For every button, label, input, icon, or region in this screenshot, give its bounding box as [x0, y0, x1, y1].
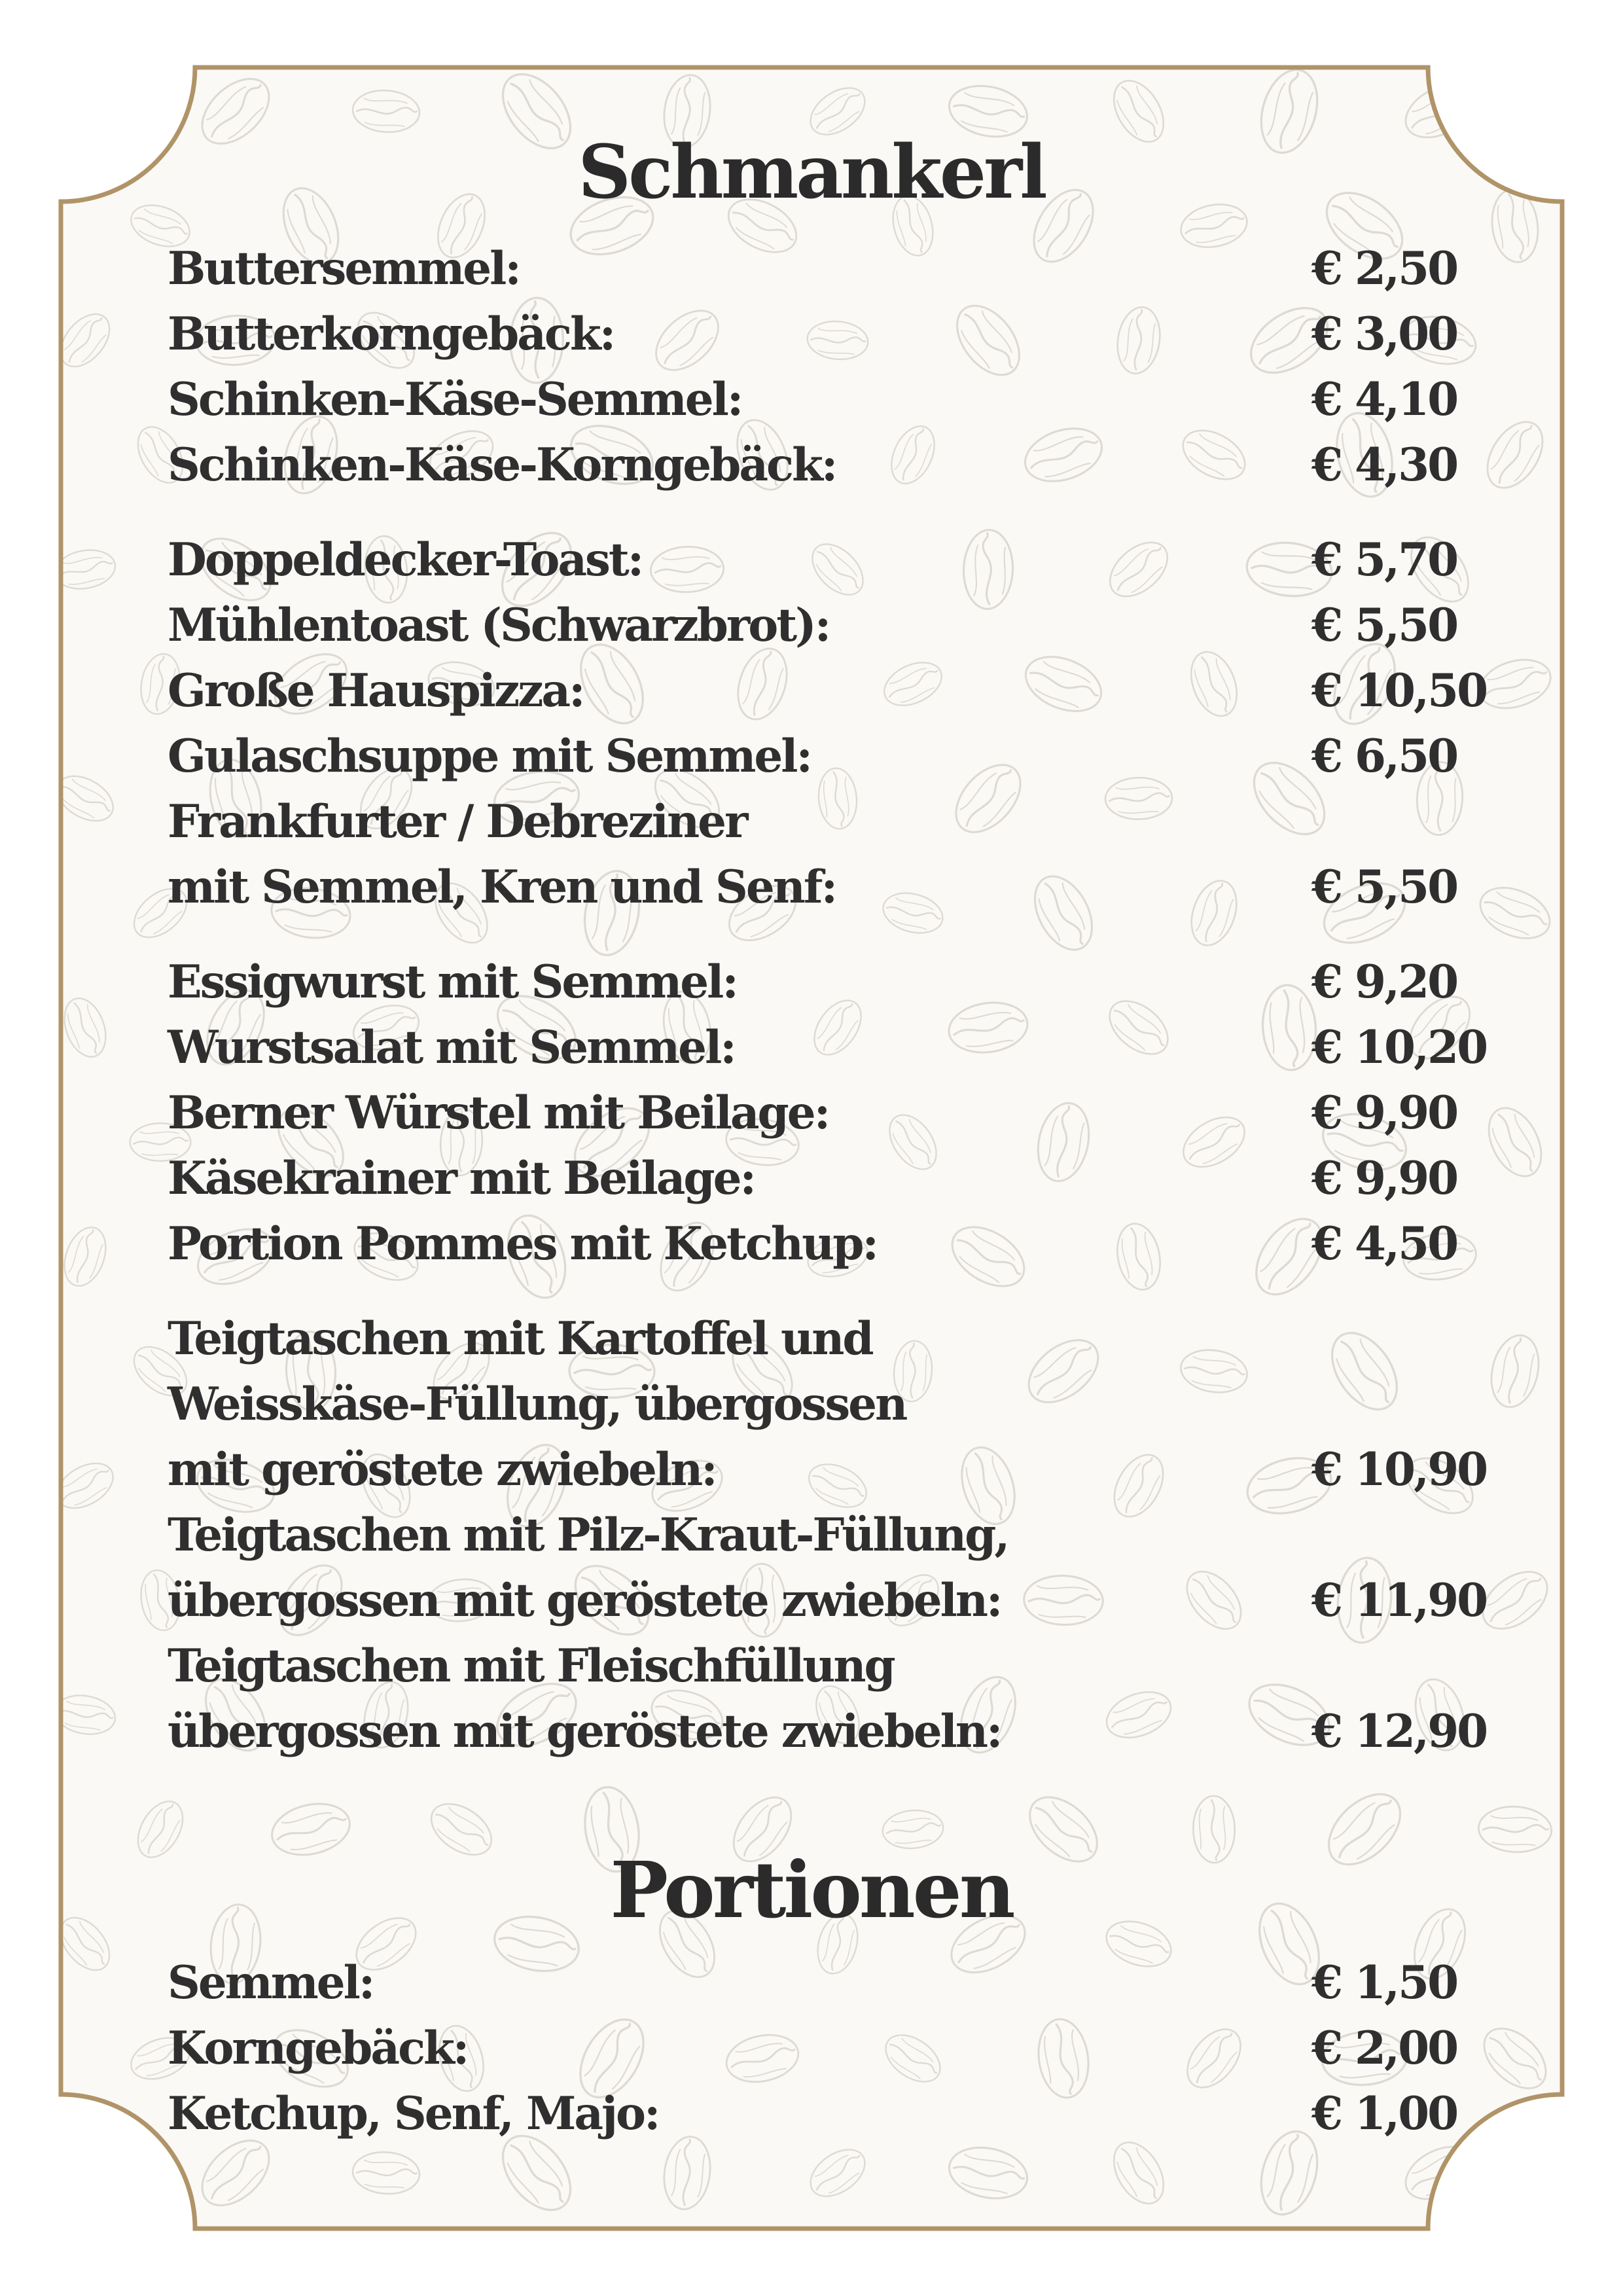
menu-item-price: € 5,50	[1311, 599, 1457, 652]
menu-item-price: € 12,90	[1311, 1705, 1487, 1758]
menu-item-price: € 1,00	[1311, 2087, 1457, 2140]
menu-item-name: Berner Würstel mit Beilage:	[168, 1086, 829, 1139]
menu-item-price: € 10,90	[1311, 1443, 1487, 1496]
menu-item	[0, 727, 1623, 786]
menu-item-price: € 9,20	[1311, 956, 1457, 1009]
menu-item-name: Gulaschsuppe mit Semmel:	[168, 730, 811, 783]
coffee-bean-icon	[66, 2143, 104, 2204]
menu-item	[0, 1702, 1623, 1761]
menu-item-price: € 4,50	[1311, 1217, 1457, 1270]
menu-item-price: € 4,10	[1311, 373, 1457, 426]
menu-item	[0, 953, 1623, 1012]
menu-item	[0, 793, 1623, 852]
menu-item-name: Butterkorngebäck:	[168, 308, 615, 361]
menu-item	[0, 1506, 1623, 1565]
menu-item	[0, 531, 1623, 590]
menu-item-name: mit geröstete zwiebeln:	[168, 1443, 716, 1496]
menu-item-name: Semmel:	[168, 1956, 374, 2009]
menu-item-price: € 2,00	[1311, 2022, 1457, 2075]
menu-item	[0, 240, 1623, 298]
menu-item-price: € 2,50	[1311, 242, 1457, 295]
menu-item-name: Weisskäse-Füllung, übergossen	[168, 1378, 906, 1431]
menu-item-name: übergossen mit geröstete zwiebeln:	[168, 1705, 1001, 1758]
menu-item-name: übergossen mit geröstete zwiebeln:	[168, 1574, 1001, 1627]
menu-item	[0, 436, 1623, 495]
menu-item-name: Schinken-Käse-Semmel:	[168, 373, 742, 426]
menu-item-price: € 6,50	[1311, 730, 1457, 783]
menu-item	[0, 1441, 1623, 1499]
menu-item-price: € 10,20	[1311, 1021, 1487, 1074]
menu-item-name: Portion Pommes mit Ketchup:	[168, 1217, 877, 1270]
menu-item-name: Ketchup, Senf, Majo:	[168, 2087, 659, 2140]
menu-item-name: Doppeldecker-Toast:	[168, 533, 643, 586]
menu-item-price: € 9,90	[1311, 1086, 1457, 1139]
menu-item	[0, 2085, 1623, 2144]
menu-item	[0, 662, 1623, 721]
menu-item	[0, 1310, 1623, 1369]
section-title-portionen: Portionen	[610, 1844, 1013, 1935]
menu-item-price: € 11,90	[1311, 1574, 1487, 1627]
menu-item	[0, 1375, 1623, 1434]
menu-item-name: Teigtaschen mit Pilz-Kraut-Füllung,	[168, 1509, 1008, 1562]
menu-item-price: € 4,30	[1311, 439, 1457, 492]
menu-item	[0, 1215, 1623, 1274]
menu-item-price: € 3,00	[1311, 308, 1457, 361]
menu-item-name: Essigwurst mit Semmel:	[168, 956, 737, 1009]
menu-item	[0, 1637, 1623, 1696]
menu-item	[0, 1954, 1623, 2013]
menu-item	[0, 370, 1623, 429]
menu-item	[0, 1149, 1623, 1208]
menu-item	[0, 305, 1623, 364]
menu-item-price: € 9,90	[1311, 1152, 1457, 1205]
menu-item	[0, 1084, 1623, 1143]
menu-item-name: mit Semmel, Kren und Senf:	[168, 861, 836, 914]
menu-item	[0, 1018, 1623, 1077]
menu-item-price: € 5,50	[1311, 861, 1457, 914]
menu-item-name: Buttersemmel:	[168, 242, 520, 295]
menu-item-price: € 10,50	[1311, 664, 1487, 717]
menu-item-name: Wurstsalat mit Semmel:	[168, 1021, 735, 1074]
menu-item	[0, 596, 1623, 655]
menu-item-name: Mühlentoast (Schwarzbrot):	[168, 599, 830, 652]
menu-item-name: Teigtaschen mit Kartoffel und	[168, 1312, 872, 1365]
menu-item	[0, 858, 1623, 917]
menu-item-name: Frankfurter / Debreziner	[168, 795, 747, 848]
menu-item-name: Teigtaschen mit Fleischfüllung	[168, 1640, 894, 1693]
menu-item-name: Korngebäck:	[168, 2022, 468, 2075]
menu-item-name: Schinken-Käse-Korngebäck:	[168, 439, 836, 492]
menu-item-name: Große Hauspizza:	[168, 664, 584, 717]
menu-item-price: € 1,50	[1311, 1956, 1457, 2009]
menu-item-price: € 5,70	[1311, 533, 1457, 586]
menu-item	[0, 2019, 1623, 2078]
menu-item-name: Käsekrainer mit Beilage:	[168, 1152, 755, 1205]
menu-item	[0, 1571, 1623, 1630]
section-title-schmankerl: Schmankerl	[578, 130, 1045, 215]
